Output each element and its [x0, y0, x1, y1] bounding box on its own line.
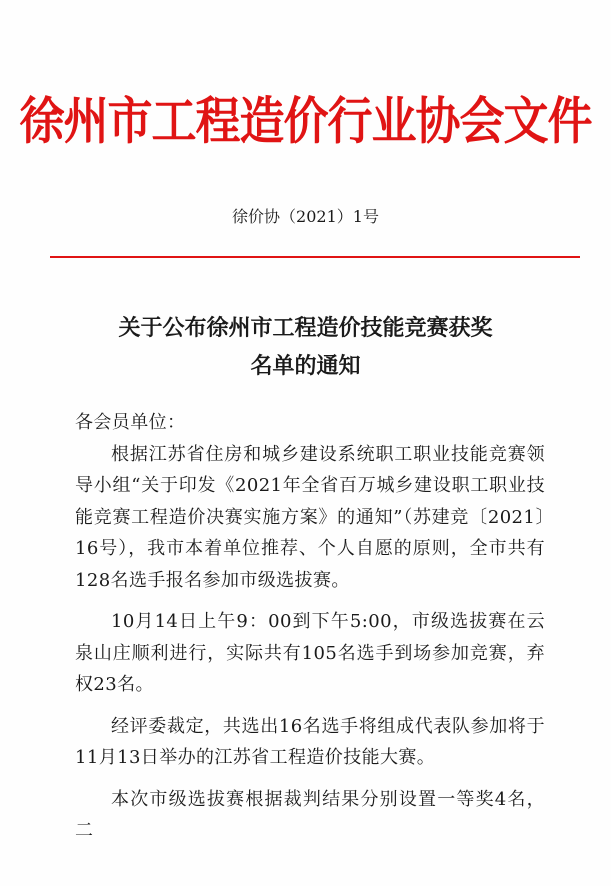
- notice-title: [0, 310, 611, 386]
- notice-title-line-1: 关于公布徐州市工程造价技能竞赛获奖: [118, 316, 493, 341]
- salutation: 各会员单位：: [75, 412, 186, 433]
- body-paragraph-2: 10月14日上午9：00到下午5:00，市级选拔赛在云泉山庄顺利进行，实际共有105名选手到场参加竞赛，弃权23名。: [75, 611, 545, 695]
- body-paragraph-3: 经评委裁定，共选出16名选手将组成代表队参加将于11月13日举办的江苏省工程造价技能大赛。: [75, 715, 545, 768]
- notice-body: [75, 407, 545, 847]
- document-number: 徐价协（2021）1号: [232, 207, 379, 226]
- body-paragraph-1: 根据江苏省住房和城乡建设系统职工职业技能竞赛领导小组“关于印发《2021年全省百万城乡建设职工职业技能竞赛工程造价决赛实施方案》的通知”（苏建竞〔2021〕16号），我市本着单位推荐、个人自愿的原则，全市共有128名选手报名参加市级选拔赛。: [75, 443, 545, 591]
- red-divider-line: [50, 256, 580, 258]
- notice-title-line-2: 名单的通知: [250, 354, 361, 379]
- body-paragraph-4: 本次市级选拔赛根据裁判结果分别设置一等奖4名，二: [75, 788, 545, 841]
- organization-header: 徐州市工程造价行业协会文件: [19, 91, 592, 151]
